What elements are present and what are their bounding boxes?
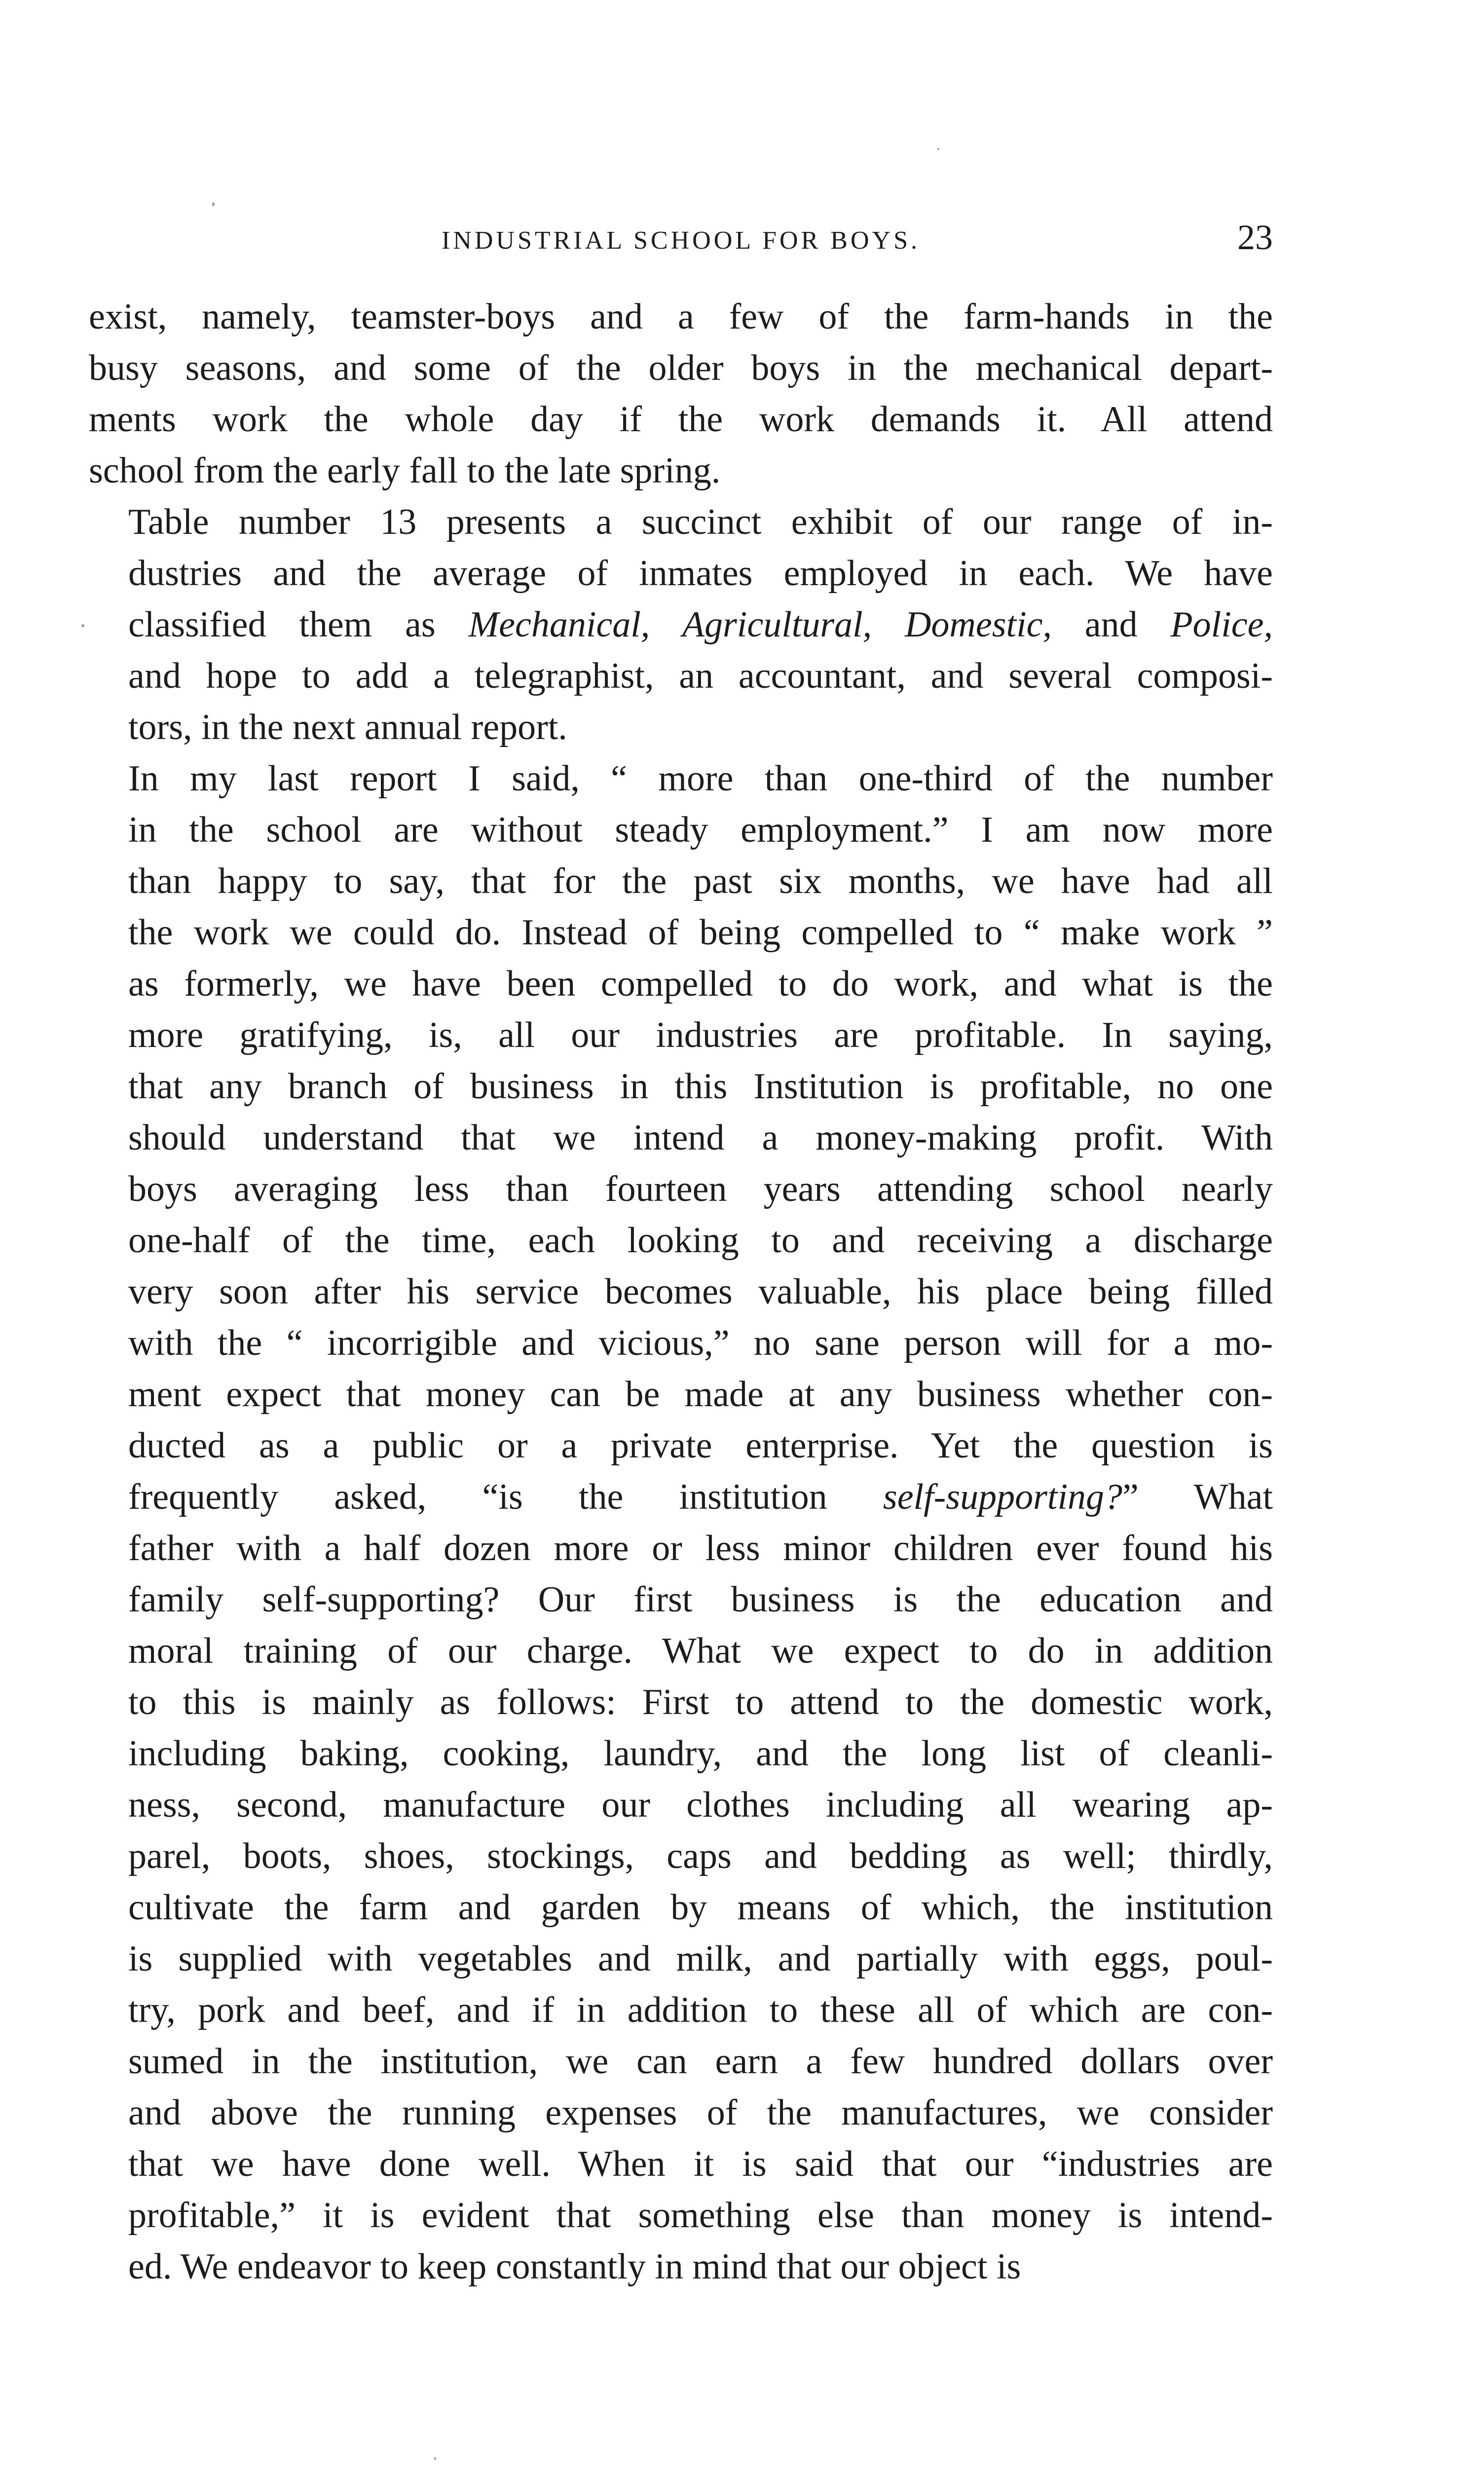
italic-term: Mechanical, Agricultural, Domestic, — [468, 604, 1052, 645]
text-line: should understand that we intend a money-making profit. With — [128, 1118, 1273, 1158]
text-line: ments work the whole day if the work demands it. All attend — [89, 399, 1273, 440]
text-line: and above the running expenses of the manufactures, we consider — [128, 2093, 1273, 2133]
text-line: in the school are without steady employment.” I am now more — [128, 810, 1273, 850]
text-line: ness, second, manufacture our clothes including all wearing ap- — [128, 1785, 1273, 1825]
text-line: and hope to add a telegraphist, an accountant, and several composi- — [128, 656, 1273, 696]
text-line: is supplied with vegetables and milk, and partially with eggs, poul- — [128, 1939, 1273, 1979]
text-line: that we have done well. When it is said that our “industries are — [128, 2144, 1273, 2184]
paragraph — [89, 753, 1273, 2292]
text-line: one-half of the time, each looking to and receiving a discharge — [128, 1220, 1273, 1261]
text-line: family self-supporting? Our first business is the education and — [128, 1579, 1273, 1620]
paper-speck — [434, 2457, 436, 2460]
page-number: 23 — [1237, 218, 1273, 257]
paper-speck — [937, 148, 939, 150]
text-line: dustries and the average of inmates employed in each. We have — [128, 553, 1273, 594]
paper-speck — [212, 202, 215, 206]
text-line: cultivate the farm and garden by means of which, the institution — [128, 1887, 1273, 1928]
text-line: parel, boots, shoes, stockings, caps and bedding as well; thirdly, — [128, 1836, 1273, 1876]
text-line: very soon after his service becomes valuable, his place being filled — [128, 1271, 1273, 1312]
text-line: school from the early fall to the late spring. — [89, 450, 721, 491]
text-line: ment expect that money can be made at any business whether con- — [128, 1374, 1273, 1415]
text-line: including baking, cooking, laundry, and the long list of cleanli- — [128, 1733, 1273, 1774]
text-line: frequently asked, “is the institution self-supporting?” What — [128, 1477, 1273, 1517]
text-line: profitable,” it is evident that something else than money is intend- — [128, 2195, 1273, 2236]
text-line: to this is mainly as follows: First to attend to the domestic work, — [128, 1682, 1273, 1722]
paper-speck — [81, 624, 84, 627]
text-line: more gratifying, is, all our industries are profitable. In saying, — [128, 1015, 1273, 1055]
text-line: boys averaging less than fourteen years attending school nearly — [128, 1169, 1273, 1209]
text-line: father with a half dozen more or less minor children ever found his — [128, 1528, 1273, 1569]
running-title: INDUSTRIAL SCHOOL FOR BOYS. — [441, 226, 920, 255]
text-line: exist, namely, teamster-boys and a few of the farm-hands in the — [89, 297, 1273, 337]
italic-term: Police, — [1170, 604, 1273, 645]
text-line: with the “ incorrigible and vicious,” no sane person will for a mo- — [128, 1323, 1273, 1363]
text-line: as formerly, we have been compelled to do work, and what is the — [128, 964, 1273, 1004]
text-line: the work we could do. Instead of being compelled to “ make work ” — [128, 912, 1273, 953]
text-line: In my last report I said, “ more than one-third of the number — [128, 758, 1273, 799]
text-line: Table number 13 presents a succinct exhibit of our range of in- — [128, 502, 1273, 542]
text-line: than happy to say, that for the past six months, we have had all — [128, 861, 1273, 901]
text-line: ed. We endeavor to keep constantly in mind that our object is — [128, 2246, 1021, 2287]
text-line: sumed in the institution, we can earn a few hundred dollars over — [128, 2041, 1273, 2082]
text-line: moral training of our charge. What we expect to do in addition — [128, 1631, 1273, 1671]
text-line: that any branch of business in this Institution is profitable, no one — [128, 1066, 1273, 1107]
paragraph — [89, 291, 1273, 496]
body-text — [89, 291, 1273, 2292]
italic-term: self-supporting? — [883, 1477, 1123, 1517]
text-line: busy seasons, and some of the older boys in the mechanical depart- — [89, 348, 1273, 388]
text-line: classified them as Mechanical, Agricultural, Domestic, and Police, — [128, 604, 1273, 645]
text-line: tors, in the next annual report. — [128, 707, 567, 748]
paragraph — [89, 496, 1273, 753]
text-line: try, pork and beef, and if in addition to these all of which are con- — [128, 1990, 1273, 2030]
text-line: ducted as a public or a private enterprise. Yet the question is — [128, 1425, 1273, 1466]
running-head — [89, 217, 1273, 262]
